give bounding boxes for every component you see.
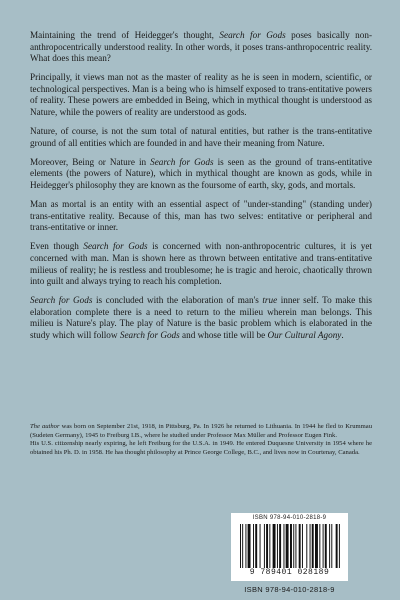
barcode-bar: [279, 524, 281, 568]
barcode-bar: [295, 524, 296, 568]
barcode-bar: [306, 524, 307, 568]
barcode-bar: [266, 524, 268, 568]
barcode-bar: [248, 524, 251, 568]
barcode-bars: [240, 524, 340, 568]
barcode-bar: [245, 524, 246, 568]
barcode-bar: [264, 524, 265, 568]
barcode-bar: [331, 524, 332, 568]
barcode-bar: [290, 524, 292, 568]
barcode-bar: [242, 524, 243, 568]
paragraph-3: Nature, of course, is not the sum total of natural entities, but rather is the trans-entitative ground of all entities which are founded in and have their meaning from Nature.: [30, 126, 372, 148]
barcode-bar: [329, 524, 330, 568]
paragraph-5: Man as mortal is an entity with an essential aspect of "under-standing" (standing under) trans-entitative reality. Because of this, man has two selves: entitative or peripheral and trans-entitative or inner.: [30, 199, 372, 233]
blurb-text: [30, 30, 372, 349]
author-bio: [30, 423, 372, 457]
barcode: [231, 513, 348, 581]
barcode-bar: [312, 524, 314, 568]
barcode-bar: [286, 524, 289, 568]
barcode-bar: [299, 524, 301, 568]
barcode-bar: [273, 524, 276, 568]
barcode-bar: [310, 524, 311, 568]
barcode-digits: 9 789401 028189: [249, 568, 330, 577]
bio-paragraph-1: The author was born on September 21st, 1918, in Pittsburg, Pa. In 1926 he returned to Lithuania. In 1944 he fled to Krummau (Sudeten Germany), 1945 to Freiburg I.B., where he studied under Professor Max Müller and Professor Eugen Fink.: [30, 423, 372, 439]
barcode-bar: [323, 524, 324, 568]
paragraph-6: Even though Search for Gods is concerned with non-anthropocentric cultures, it is yet concerned with man. Man is shown here as thrown between entitative and trans-entitative milieus of reality; he is restless and troublesome; he is tragic and heroic, chaotically thrown into guilt and always trying to reach his completion.: [30, 241, 372, 287]
barcode-bar: [253, 524, 254, 568]
barcode-bar: [255, 524, 257, 568]
barcode-bar: [269, 524, 270, 568]
barcode-bar: [240, 524, 241, 568]
paragraph-7: Search for Gods is concluded with the elaboration of man's true inner self. To make this elaboration complete there is a need to return to the milieu wherein man belongs. This milieu is Nature's play. The play of Nature is the basic problem which is elaborated in the study which will follow Search for Gods and whose title will be Our Cultural Agony.: [30, 295, 372, 341]
barcode-bar: [260, 524, 261, 568]
barcode-bar: [325, 524, 327, 568]
isbn-label-bottom: ISBN 978-94-010-2818-9: [244, 585, 335, 594]
paragraph-2: Principally, it views man not as the master of reality as he is seen in modern, scientific, or technological perspectives. Man is a being who is himself exposed to trans-entitative powers of reality. These powers are embedded in Being, which in mythical thought is understood as Nature, while the powers of reality are understood as gods.: [30, 72, 372, 118]
barcode-bar: [339, 524, 340, 568]
barcode-bar: [277, 524, 278, 568]
bio-paragraph-2: His U.S. citizenship nearly expiring, he left Freiburg for the U.S.A. in 1949. He entered Duquesne University in 1954 where he obtained his Ph. D. in 1958. He has thought philosophy at Prince George College, B.C., and lives now in Courtenay, Canada.: [30, 440, 372, 456]
paragraph-4: Moreover, Being or Nature in Search for Gods is seen as the ground of trans-entitative elements (the powers of Nature), which in mythical thought are known as gods, while in Heidegger's philosophy they are known as the foursome of earth, sky, gods, and mortals.: [30, 156, 372, 191]
barcode-bar: [336, 524, 338, 568]
isbn-label-top: ISBN 978-94-010-2818-9: [252, 515, 327, 521]
barcode-bar: [319, 524, 320, 568]
barcode-bar: [302, 524, 303, 568]
paragraph-1: Maintaining the trend of Heidegger's thought, Search for Gods poses basically non-anthropocentrically understood reality. In other words, it poses trans-anthropocentric reality. What does this mean?: [30, 30, 372, 64]
barcode-bar: [293, 524, 294, 568]
barcode-bar: [315, 524, 318, 568]
barcode-bar: [283, 524, 284, 568]
